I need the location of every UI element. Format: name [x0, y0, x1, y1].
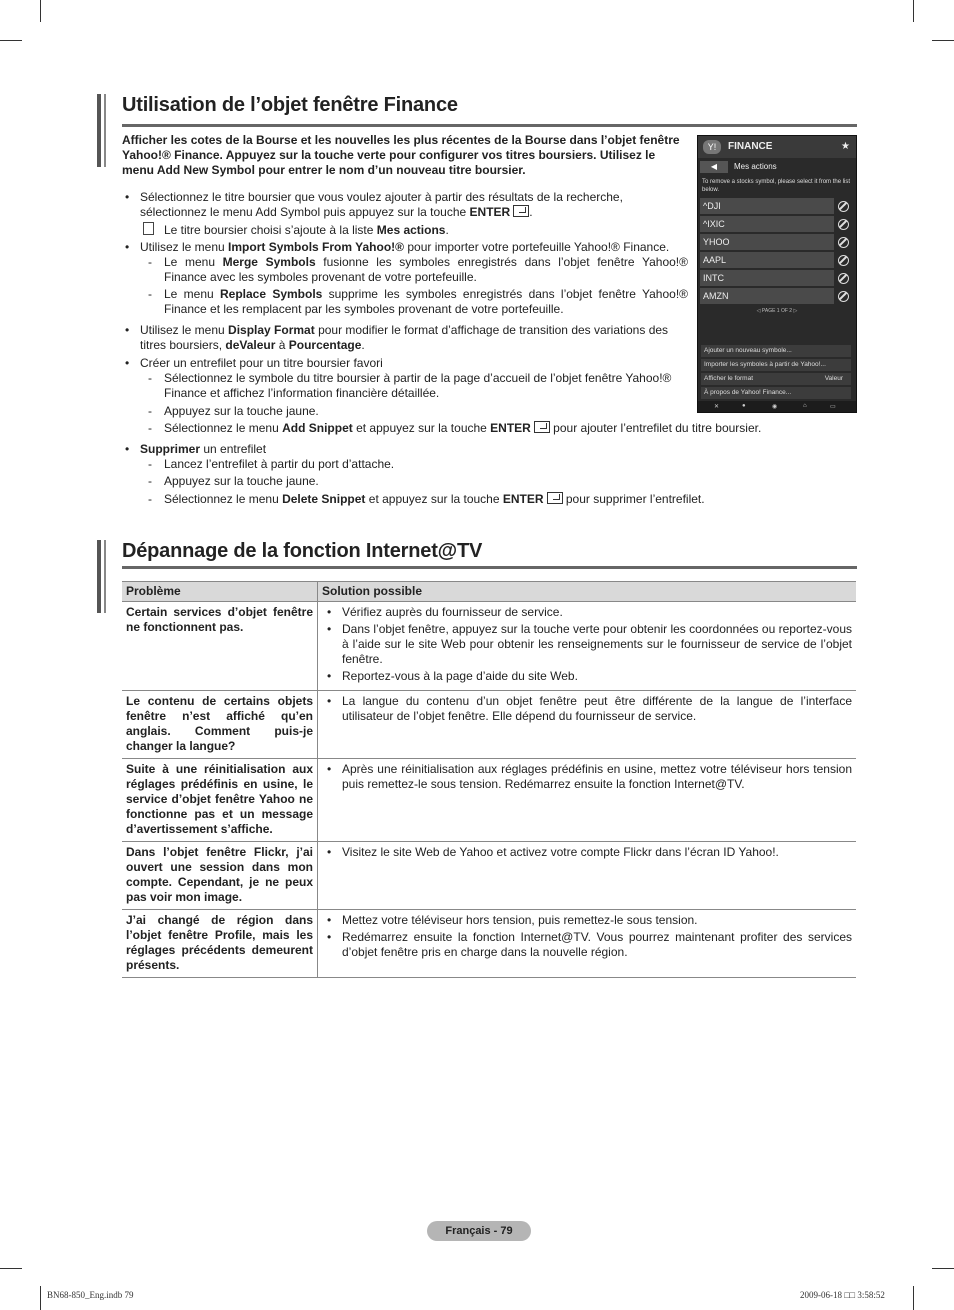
- file-info: BN68-850_Eng.indb 79: [47, 1290, 134, 1300]
- page-indicator[interactable]: ◁ PAGE 1 OF 2 ▷: [756, 308, 798, 314]
- home-icon[interactable]: ⌂: [803, 403, 807, 409]
- print-date: 2009-06-18 □□ 3:58:52: [800, 1290, 885, 1300]
- crop-mark: [913, 0, 914, 22]
- column-header-problem: Problème: [122, 582, 318, 602]
- yahoo-logo: Y!: [703, 140, 721, 154]
- widget-header: [698, 136, 856, 158]
- widget-footer: [698, 401, 856, 412]
- menu-item[interactable]: Importer les symboles à partir de Yahoo!...: [701, 359, 851, 371]
- page-number: Français - 79: [427, 1221, 531, 1241]
- bullet-2: • Utilisez le menu Import Symbols From Yahoo!® pour importer votre portefeuille Yahoo!® Finance.: [125, 240, 670, 254]
- note-icon: [143, 222, 154, 235]
- symbol-row[interactable]: AAPL: [700, 252, 834, 268]
- table-header: [122, 582, 856, 602]
- crop-mark: [932, 40, 954, 41]
- bullet-1: • Sélectionnez le titre boursier que vous voulez ajouter à partir des résultats de la recherche, sélectionnez le menu Add Symbol puis appuyez sur la touche ENTER .: [125, 190, 623, 219]
- intro-text: Afficher les cotes de la Bourse et les nouvelles les plus récentes de la Bourse dans l’objet fenêtre Yahoo!® Finance. Appuyez sur la touche verte pour configurer vos titres boursiers. Utilisez le menu Add New Symbol pour entrer le nom d’un nouveau titre boursier.: [122, 133, 680, 177]
- symbol-row[interactable]: YHOO: [700, 234, 834, 250]
- symbol-row[interactable]: AMZN: [700, 288, 834, 304]
- problem-cell: Dans l’objet fenêtre Flickr, j’ai ouvert une session dans mon compte. Cependant, je ne peux pas voir mon image.: [122, 842, 318, 910]
- table-row: [122, 691, 856, 759]
- section-marker: [104, 94, 106, 167]
- solution-cell: [318, 691, 857, 759]
- symbol-row[interactable]: ^DJI: [700, 198, 834, 214]
- table-row: [122, 910, 856, 978]
- table-row: [122, 602, 856, 691]
- remove-icon[interactable]: [838, 201, 849, 212]
- close-icon[interactable]: ✕: [714, 404, 720, 410]
- remove-icon[interactable]: [838, 273, 849, 284]
- menu-item[interactable]: À propos de Yahoo! Finance...: [701, 387, 851, 399]
- solution-item: • Après une réinitialisation aux réglages prédéfinis en usine, mettez votre téléviseur hors tension puis remettez-le sous tension. Redémarrez ensuite la fonction Internet@TV.: [322, 762, 852, 792]
- section-marker: [97, 540, 101, 613]
- crop-mark: [0, 1268, 22, 1269]
- solution-item: • Vérifiez auprès du fournisseur de service.: [322, 605, 852, 620]
- sub-item: - Le menu Replace Symbols supprime les symboles enregistrés dans l’objet fenêtre Yahoo!® Finance et les remplacent par les symboles provenant de votre portefeuille.: [148, 287, 688, 316]
- problem-cell: Certain services d’objet fenêtre ne fonctionnent pas.: [122, 602, 318, 691]
- sub-item: - Sélectionnez le menu Delete Snippet et appuyez sur la touche ENTER pour supprimer l’entrefilet.: [148, 492, 705, 506]
- solution-item: • Mettez votre téléviseur hors tension, puis remettez-le sous tension.: [322, 913, 852, 928]
- finance-widget-screen: [697, 135, 857, 413]
- remove-icon[interactable]: [838, 255, 849, 266]
- solution-item: • Dans l’objet fenêtre, appuyez sur la touche verte pour obtenir les coordonnées ou reportez-vous à l’aide sur le site Web pour obtenir les renseignements sur le fournisseur de service de l’objet fenêtre.: [322, 622, 852, 667]
- section-title: Dépannage de la fonction Internet@TV: [122, 540, 483, 562]
- solution-item: • Visitez le site Web de Yahoo et activez votre compte Flickr dans l’écran ID Yahoo!.: [322, 845, 852, 860]
- section-marker: [97, 94, 101, 167]
- solution-cell: [318, 759, 857, 842]
- crop-mark: [932, 1268, 954, 1269]
- crop-mark: [0, 40, 22, 41]
- widget-instruction: To remove a stocks symbol, please select it from the list below.: [702, 179, 851, 193]
- problem-cell: Suite à une réinitialisation aux réglages prédéfinis en usine, le service d’objet fenêtre Yahoo ne fonctionne pas et un message d’avertissement s’affiche.: [122, 759, 318, 842]
- table-row: [122, 842, 856, 910]
- sub-item: - Lancez l’entrefilet à partir du port d’attache.: [148, 457, 395, 471]
- solution-cell: [318, 602, 857, 691]
- solution-item: • Reportez-vous à la page d’aide du site Web.: [322, 669, 852, 684]
- bullet-3: • Utilisez le menu Display Format pour modifier le format d’affichage de transition des variations des titres boursiers, deValeur à Pourcentage.: [125, 323, 669, 352]
- star-icon: ★: [841, 141, 850, 152]
- menu-item[interactable]: Afficher le format Valeur: [701, 373, 851, 385]
- symbol-row[interactable]: INTC: [700, 270, 834, 286]
- back-button[interactable]: ◀: [700, 161, 728, 173]
- symbol-row[interactable]: ^IXIC: [700, 216, 834, 232]
- section-rule: [122, 124, 857, 127]
- note: Le titre boursier choisi s’ajoute à la liste Mes actions.: [143, 222, 688, 238]
- bullet-5: • Supprimer un entrefilet: [125, 442, 267, 456]
- enter-key-icon: [534, 421, 550, 433]
- enter-key-icon: [513, 205, 529, 217]
- section-rule: [122, 566, 857, 569]
- section-marker: [104, 540, 106, 613]
- table-row: [122, 759, 856, 842]
- exit-icon[interactable]: ▭: [830, 404, 836, 410]
- section-title: Utilisation de l’objet fenêtre Finance: [122, 94, 458, 116]
- sub-item: - Le menu Merge Symbols fusionne les symboles enregistrés dans l’objet fenêtre Yahoo!® Finance avec les symboles provenant de votre portefeuille.: [148, 255, 688, 284]
- sub-item: - Appuyez sur la touche jaune.: [148, 474, 319, 488]
- sub-item: - Appuyez sur la touche jaune.: [148, 404, 319, 418]
- sub-item: - Sélectionnez le menu Add Snippet et appuyez sur la touche ENTER pour ajouter l’entrefilet du titre boursier.: [148, 421, 762, 435]
- crop-mark: [913, 1286, 914, 1310]
- enter-key-icon: [547, 492, 563, 504]
- remove-icon[interactable]: [838, 291, 849, 302]
- remove-icon[interactable]: [838, 237, 849, 248]
- column-header-solution: Solution possible: [318, 582, 857, 602]
- crop-mark: [40, 0, 41, 22]
- problem-cell: J’ai changé de région dans l’objet fenêtre Profile, mais les réglages précédents demeurent présents.: [122, 910, 318, 978]
- widget-title: FINANCE: [728, 141, 773, 152]
- settings-icon[interactable]: ●: [742, 403, 746, 409]
- sub-item: - Sélectionnez le symbole du titre boursier à partir de la page d’accueil de l’objet fenêtre Yahoo!® Finance et affichez l’information financière détaillée.: [148, 371, 672, 400]
- troubleshooting-table: [122, 581, 856, 978]
- remove-icon[interactable]: [838, 219, 849, 230]
- yahoo-icon[interactable]: ◉: [772, 404, 778, 410]
- widget-subtitle: Mes actions: [734, 162, 777, 171]
- menu-item[interactable]: Ajouter un nouveau symbole...: [701, 345, 851, 357]
- crop-mark: [40, 1286, 41, 1310]
- problem-cell: Le contenu de certains objets fenêtre n’est affiché qu’en anglais. Comment puis-je changer la langue?: [122, 691, 318, 759]
- solution-cell: [318, 842, 857, 910]
- solution-cell: [318, 910, 857, 978]
- bullet-4: • Créer un entrefilet pour un titre boursier favori: [125, 356, 383, 370]
- solution-item: • Redémarrez ensuite la fonction Internet@TV. Vous pourrez maintenant profiter des services d’objet fenêtre pris en charge dans la nouvelle région.: [322, 930, 852, 960]
- solution-item: • La langue du contenu d’un objet fenêtre peut être différente de la langue de l’interface utilisateur de l’objet fenêtre. Elle dépend du fournisseur de service.: [322, 694, 852, 724]
